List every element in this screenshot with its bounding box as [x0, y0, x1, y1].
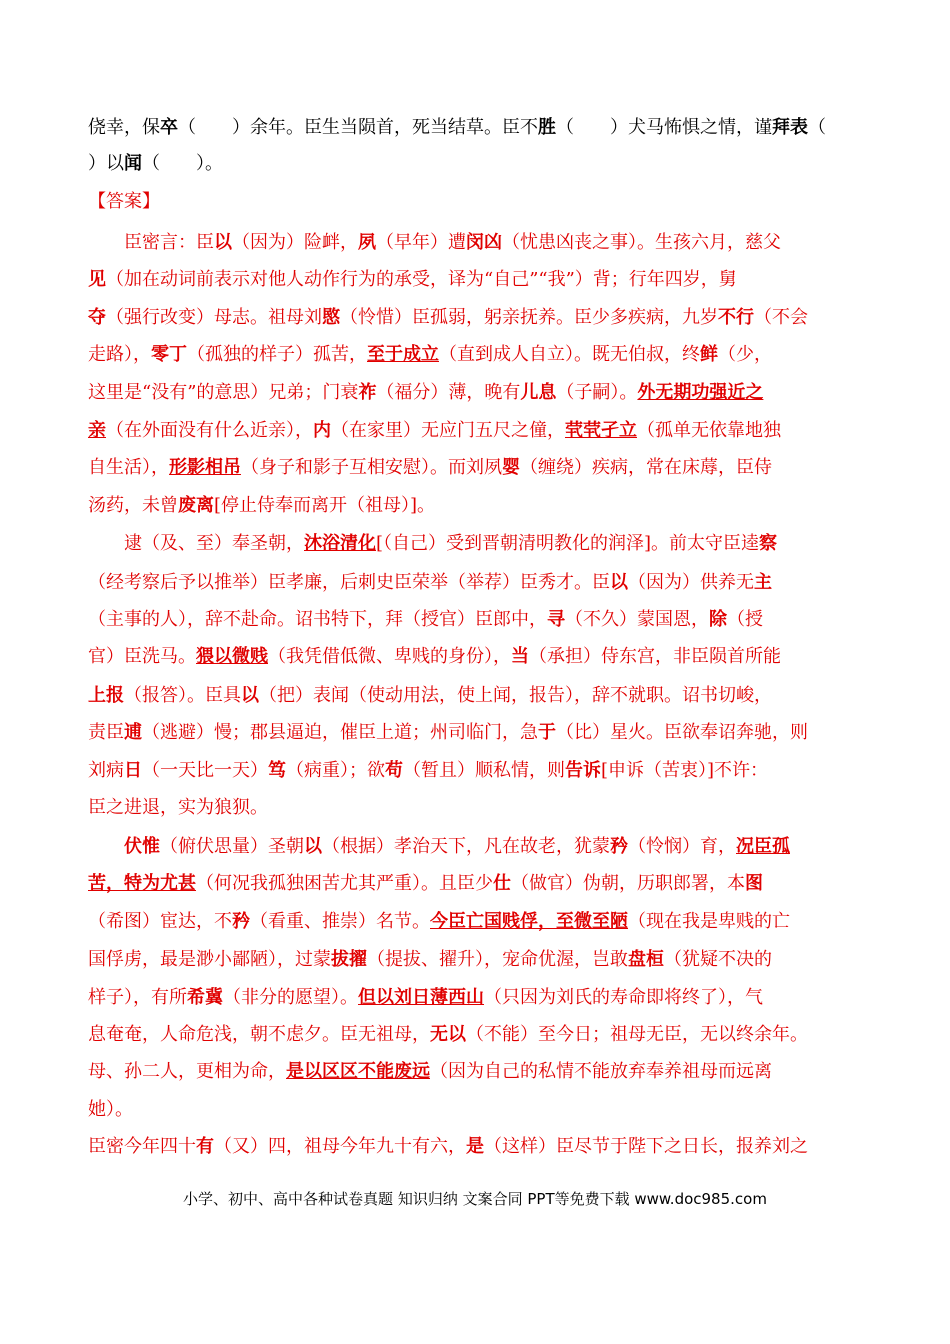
text-line [88, 1019, 868, 1051]
text-segment: 自生活）， [88, 457, 169, 478]
text-segment: 寻 [547, 609, 565, 630]
text-segment: （在外面没有什么近亲）， [106, 420, 313, 441]
text-segment: （直到成人自立）。既无伯叔，终 [439, 344, 700, 365]
text-segment: 茕茕孑立 [565, 420, 637, 441]
text-segment: （现在我是卑贱的亡 [628, 911, 790, 932]
text-segment: 愍 [322, 307, 340, 328]
text-segment: [（自己）受到晋朝清明教化的润泽]。前太守臣逵 [376, 533, 760, 554]
text-segment: 以 [610, 572, 628, 593]
text-line [88, 490, 868, 522]
text-segment: 卒 [160, 117, 178, 138]
text-segment: [停止侍奉而离开（祖母）]。 [214, 495, 436, 516]
text-segment: 察 [759, 533, 778, 554]
text-segment: 儿息 [520, 382, 557, 403]
text-segment: （这样）臣尽节于陛下之日长，报养刘之 [484, 1136, 808, 1157]
text-line [88, 1131, 868, 1163]
text-segment: （一天比一天） [142, 760, 268, 781]
text-segment: （在家里）无应门五尺之僮， [331, 420, 565, 441]
text-segment: 沐浴清化 [304, 533, 376, 554]
text-segment: 除 [709, 609, 727, 630]
text-segment: （ [808, 117, 826, 138]
text-segment: 以 [214, 232, 232, 253]
page-footer: 小学、初中、高中各种试卷真题 知识归纳 文案合同 PPT等免费下载 www.doc985.com [183, 1190, 767, 1208]
text-line [88, 604, 868, 636]
text-segment: 以 [241, 685, 259, 706]
text-segment: （希图）宦达，不 [88, 911, 232, 932]
text-segment: （福分）薄，晚有 [376, 382, 521, 403]
text-segment: 她）。 [88, 1099, 133, 1120]
text-line [88, 717, 868, 749]
text-segment: （授 [727, 609, 763, 630]
text-segment: 内 [313, 420, 331, 441]
text-segment: 猥以微贱 [196, 646, 268, 667]
text-segment: 祚 [358, 382, 377, 403]
text-line [88, 1056, 868, 1088]
text-segment: 臣密言：臣 [124, 232, 214, 253]
text-segment: 是以区区不能废远 [286, 1061, 430, 1082]
text-segment: （因为）险衅， [232, 232, 358, 253]
text-segment: （看重、推崇）名节。 [250, 911, 430, 932]
text-segment: 笃 [268, 760, 286, 781]
text-segment: （比）星火。臣欲奉诏奔驰，则 [556, 722, 808, 743]
text-segment: 零丁 [151, 344, 187, 365]
text-line [88, 792, 868, 824]
text-segment: （根据）孝治天下，凡在故老，犹蒙 [322, 836, 610, 857]
text-segment: （只因为刘氏的寿命即将终了），气 [484, 987, 763, 1008]
text-segment: 逋 [124, 722, 142, 743]
text-segment: 况臣孤 [736, 836, 790, 857]
text-segment: 样子），有所 [88, 987, 187, 1008]
text-segment: 日 [124, 760, 142, 781]
text-line [88, 906, 868, 938]
text-segment: 但以刘日薄西山 [358, 987, 484, 1008]
text-segment: （怜悯）育， [628, 836, 736, 857]
text-segment: 国俘虏，最是渺小鄙陋），过蒙 [88, 949, 331, 970]
text-segment: （提拔、擢升），宠命优渥，岂敢 [367, 949, 628, 970]
text-line [88, 186, 868, 218]
text-segment: （ ）。 [142, 153, 223, 174]
text-segment: （孤单无依靠地独 [637, 420, 781, 441]
text-segment: （逃避）慢；郡县逼迫，催臣上道；州司临门，急 [142, 722, 538, 743]
text-segment: 主 [754, 572, 772, 593]
text-line [88, 641, 868, 673]
text-segment: 息奄奄，人命危浅，朝不虑夕。臣无祖母， [88, 1024, 430, 1045]
text-segment: 苦，特为尤甚 [88, 873, 196, 894]
text-segment: 母、孙二人，更相为命， [88, 1061, 286, 1082]
text-segment: （病重）；欲 [286, 760, 385, 781]
text-segment: （报答）。臣具 [124, 685, 241, 706]
text-segment: 臣密今年四十 [88, 1136, 196, 1157]
text-segment: 见 [88, 269, 106, 290]
text-segment: 以 [304, 836, 322, 857]
text-line [88, 755, 868, 787]
text-segment: 这里是“没有”的意思）兄弟；门衰 [88, 382, 359, 403]
text-segment: 废离 [178, 495, 214, 516]
text-segment: （ ）余年。臣生当陨首，死当结草。臣不 [178, 117, 538, 138]
text-segment: 夙 [358, 232, 376, 253]
text-segment: 汤药，未曾 [88, 495, 178, 516]
text-segment: （子嗣）。 [556, 382, 638, 403]
text-segment: 矜 [610, 836, 628, 857]
text-line [88, 452, 868, 484]
text-segment: （不久）蒙国恩， [565, 609, 709, 630]
text-segment: 当 [511, 646, 529, 667]
text-segment: （强行改变）母志。祖母刘 [106, 307, 322, 328]
text-segment: （暂且）顺私情，则 [403, 760, 565, 781]
text-segment: 上报 [88, 685, 124, 706]
text-line [88, 377, 868, 409]
text-segment: 侥幸，保 [88, 117, 160, 138]
text-segment: 图 [745, 873, 763, 894]
text-segment: 告诉 [565, 760, 601, 781]
text-segment: 夺 [88, 307, 106, 328]
text-segment: 拜表 [772, 117, 808, 138]
text-segment: （忧患凶丧之事）。生孩六月，慈父 [502, 232, 781, 253]
text-line [124, 528, 868, 560]
text-segment: 盘桓 [628, 949, 664, 970]
text-segment: （早年）遭 [376, 232, 466, 253]
text-segment: （非分的愿望）。 [223, 987, 358, 1008]
text-line [88, 264, 868, 296]
text-segment: 亲 [88, 420, 106, 441]
text-segment: 无以 [430, 1024, 466, 1045]
text-segment: （ ）犬马怖惧之情，谨 [556, 117, 772, 138]
text-segment: （把）表闻（使动用法，使上闻，报告），辞不就职。诏书切峻， [259, 685, 772, 706]
text-segment: （少， [718, 344, 772, 365]
text-line [88, 415, 868, 447]
text-segment: 矜 [232, 911, 250, 932]
text-line [88, 680, 868, 712]
text-segment: [申诉（苦衷）]不许： [601, 760, 769, 781]
text-segment: （我凭借低微、卑贱的身份）， [268, 646, 511, 667]
text-segment: （主事的人），辞不赴命。诏书特下，拜（授官）臣郎中， [88, 609, 547, 630]
text-line [124, 831, 868, 863]
text-segment: 闻 [124, 153, 142, 174]
text-segment: 拔擢 [331, 949, 367, 970]
text-segment: （不能）至今日；祖母无臣，无以终余年。 [466, 1024, 808, 1045]
text-line [88, 868, 868, 900]
text-segment: ）以 [88, 153, 124, 174]
text-line [88, 1094, 868, 1126]
text-segment: 刘病 [88, 760, 124, 781]
text-segment: 形影相吊 [169, 457, 241, 478]
text-segment: 不行 [718, 307, 754, 328]
text-segment: 官）臣洗马。 [88, 646, 196, 667]
text-segment: （加在动词前表示对他人动作行为的承受，译为“自己”“我”）背；行年四岁，舅 [106, 269, 737, 290]
text-segment: 闵凶 [466, 232, 502, 253]
text-segment: 于 [538, 722, 556, 743]
text-segment: （不会 [754, 307, 808, 328]
text-segment: （俯伏思量）圣朝 [160, 836, 304, 857]
text-segment: 婴 [502, 457, 520, 478]
text-segment: 今臣亡国贱俘，至微至陋 [430, 911, 628, 932]
text-segment: 臣之进退，实为狼狈。 [88, 797, 268, 818]
text-segment: （做官）伪朝，历职郎署，本 [511, 873, 745, 894]
text-segment: 【答案】 [88, 191, 160, 212]
text-line [88, 302, 868, 334]
text-line [88, 567, 868, 599]
text-segment: （何况我孤独困苦尤其严重）。且臣少 [196, 873, 493, 894]
text-segment: 是 [466, 1136, 484, 1157]
text-segment: （犹疑不决的 [664, 949, 772, 970]
text-segment: 责臣 [88, 722, 124, 743]
text-segment: 外无期功强近之 [637, 382, 764, 403]
text-segment: 至于成立 [367, 344, 439, 365]
text-segment: （承担）侍东宫，非臣陨首所能 [529, 646, 781, 667]
text-segment: （因为自己的私情不能放弃奉养祖母而远离 [430, 1061, 772, 1082]
text-segment: 伏惟 [124, 836, 160, 857]
text-line [88, 982, 868, 1014]
text-line [88, 944, 868, 976]
text-segment: （因为）供养无 [628, 572, 754, 593]
text-segment: （身子和影子互相安慰）。而刘夙 [241, 457, 502, 478]
text-segment: （经考察后予以推举）臣孝廉，后刺史臣荣举（举荐）臣秀才。臣 [88, 572, 610, 593]
text-segment: 有 [196, 1136, 214, 1157]
text-segment: 走路）， [88, 344, 151, 365]
text-segment: （怜惜）臣孤弱，躬亲抚养。臣少多疾病，九岁 [340, 307, 718, 328]
text-segment: 希冀 [187, 987, 223, 1008]
text-line [124, 227, 868, 259]
text-segment: 胜 [538, 117, 556, 138]
text-segment: （又）四，祖母今年九十有六， [214, 1136, 466, 1157]
text-segment: （孤独的样子）孤苦， [187, 344, 367, 365]
text-line [88, 339, 868, 371]
text-line [88, 148, 868, 180]
text-segment: （缠绕）疾病，常在床蓐，臣侍 [520, 457, 772, 478]
text-line [88, 112, 868, 144]
text-segment: 鲜 [700, 344, 718, 365]
text-segment: 仕 [493, 873, 511, 894]
text-segment: 逮（及、至）奉圣朝， [124, 533, 304, 554]
text-segment: 苟 [385, 760, 403, 781]
